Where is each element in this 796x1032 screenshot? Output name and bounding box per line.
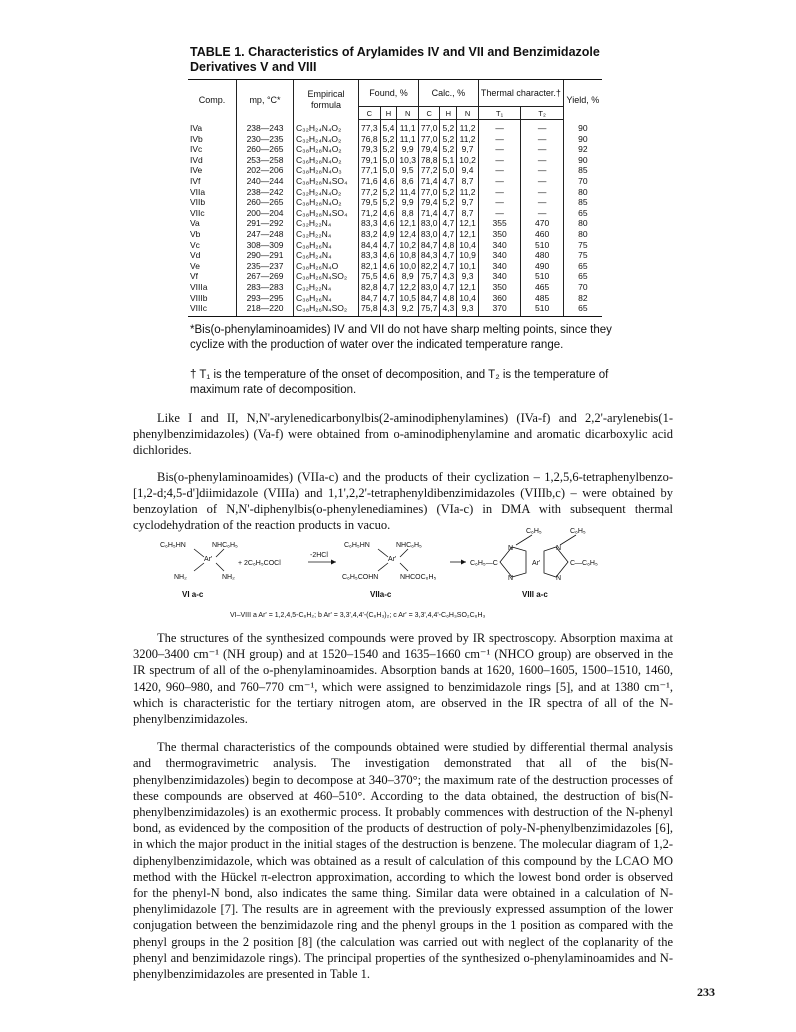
paragraph: The thermal characteristics of the compounds obtained were studied by differential thermal analysis and thermogravimetric analysis. The investigation demonstrated that all of the bis(N-phenylbenzimidazoles) begin to decompose at 340–370°; the maximum rate of the destruction processes of these compounds are observed at 460–510°. According to the data obtained, the destruction of bis(N-phenylbenzimidazoles) is an exothermic process. It probably commences with destruction of the N-phenyl bond, as evidenced by the composition of the products of destruction of poly-N-phenylbenzimidazoles [6], in which the major product in the initial stages of the destruction is benzene. The molecular diagram of 1,2-diphenylbenzimidazole, which was obtained as a result of calculation of this compound by the LCAO MO method with the Hückel π-electron approximation, according to which the lowest bond order is observed for the phenyl-N bond, also indicates the same thing. Similar data were obtained in a calculation of N-phenylimidazole [7]. The results are in agreement with the previously expressed assumption of the lower conjugation between the benzimidazole ring and the phenyl groups in the 1 position as compared with the phenyl groups in the 2 position [8] (the calculation was carried out with neglect of the coplanarity of the phenyl and benzimidazole rings). The principal properties of the synthesized o-phenylaminoamides and N-phenylbenzimidazoles are presented in Table 1. — [133, 740, 673, 982]
characteristics-table — [188, 79, 602, 317]
svg-text:N: N — [508, 575, 514, 582]
table-row — [188, 240, 602, 251]
table-cell: 75 — [563, 250, 602, 261]
table-cell: IVa — [190, 122, 203, 133]
table-cell: 9,3 — [457, 271, 479, 282]
subheader-cell: N — [457, 107, 479, 120]
table-cell: 65 — [563, 271, 602, 282]
page-number: 233 — [697, 985, 715, 999]
table-cell: 84,3 — [418, 250, 440, 261]
table-cell: 70 — [563, 176, 602, 187]
table-cell: 75 — [563, 240, 602, 251]
table-cell: 200—204 — [237, 208, 294, 219]
table-cell: 510 — [521, 240, 564, 251]
table-cell: — — [478, 120, 521, 134]
table-cell: 480 — [521, 250, 564, 261]
table-cell: 4,7 — [440, 282, 457, 293]
table-cell: — — [478, 165, 521, 176]
svg-text:NHC₆H₅: NHC₆H₅ — [212, 542, 238, 549]
table-cell: 10,0 — [397, 261, 419, 272]
table-cell: Va — [190, 218, 200, 229]
table-cell: 267—269 — [237, 271, 294, 282]
table-cell: 510 — [521, 271, 564, 282]
table-cell: 84,4 — [359, 240, 381, 251]
table-cell: C₃₈H₂₆N₄O — [294, 261, 359, 272]
header-yield: Yield, % — [563, 80, 602, 120]
table-cell: 83,0 — [418, 282, 440, 293]
header-found: Found, % — [359, 80, 419, 107]
table-cell: 90 — [563, 134, 602, 145]
table-cell: 12,1 — [397, 218, 419, 229]
table-cell: 75,7 — [418, 271, 440, 282]
table-cell: 4,9 — [380, 229, 397, 240]
svg-text:C₆H₅COHN: C₆H₅COHN — [342, 574, 379, 581]
table-cell: 9,5 — [397, 165, 419, 176]
table-row — [188, 218, 602, 229]
table-cell: VIIa — [190, 186, 206, 197]
table-cell: 360 — [478, 293, 521, 304]
table-cell: 355 — [478, 218, 521, 229]
table-row — [188, 165, 602, 176]
table-cell: Vd — [190, 250, 201, 261]
table-cell: 4,7 — [440, 218, 457, 229]
table-cell: — — [478, 144, 521, 155]
compound-vi-structure — [160, 542, 238, 581]
table-cell: 80 — [563, 187, 602, 198]
table-cell: 77,3 — [359, 120, 381, 134]
table-cell: 83,3 — [359, 250, 381, 261]
table-cell: 260—265 — [237, 144, 294, 155]
svg-text:C—C₆H₅: C—C₆H₅ — [570, 560, 598, 567]
table-cell: C₃₈H₂₆N₄SO₂ — [294, 271, 359, 282]
table-cell: 70 — [563, 282, 602, 293]
table-cell: 11,1 — [397, 134, 419, 145]
table-cell: 4,6 — [380, 250, 397, 261]
table-cell: 11,2 — [457, 120, 479, 134]
table-cell: 12,1 — [457, 218, 479, 229]
table-cell: 5,2 — [440, 187, 457, 198]
table-cell: 291—292 — [237, 218, 294, 229]
table-cell: 71,6 — [359, 176, 381, 187]
table-row — [188, 120, 602, 134]
header-formula: Empirical formula — [294, 80, 359, 120]
table-cell: 77,1 — [359, 165, 381, 176]
table-cell: 260—265 — [237, 197, 294, 208]
table-cell: 78,8 — [418, 155, 440, 166]
table-cell: 85 — [563, 197, 602, 208]
table-cell: 79,4 — [418, 197, 440, 208]
table-cell: — — [521, 165, 564, 176]
subheader-cell: T₁ — [478, 107, 521, 120]
table-cell: C₃₈H₂₆N₄ — [294, 240, 359, 251]
table-cell: 79,4 — [418, 144, 440, 155]
table-cell: Vb — [190, 228, 201, 239]
table-cell: 4,7 — [380, 293, 397, 304]
table-cell: 340 — [478, 240, 521, 251]
table-cell: 4,6 — [380, 208, 397, 219]
table-cell: — — [478, 197, 521, 208]
table-cell: C₃₈H₂₈N₄O₂ — [294, 197, 359, 208]
table-row — [188, 187, 602, 198]
table-cell: 9,9 — [397, 197, 419, 208]
table-cell: 8,9 — [397, 271, 419, 282]
table-cell: C₃₆H₂₄N₄ — [294, 250, 359, 261]
table-cell: 465 — [521, 282, 564, 293]
table-cell: 10,1 — [457, 261, 479, 272]
table-cell: 5,2 — [380, 187, 397, 198]
table-cell: 510 — [521, 303, 564, 316]
header-calc: Calc., % — [418, 80, 478, 107]
table-cell: 82,8 — [359, 282, 381, 293]
table-cell: 4,8 — [440, 240, 457, 251]
table-cell: — — [521, 144, 564, 155]
table-cell: 370 — [478, 303, 521, 316]
table-cell: 10,2 — [397, 240, 419, 251]
svg-text:N: N — [556, 575, 562, 582]
table-cell: 238—243 — [237, 120, 294, 134]
table-cell: 4,7 — [440, 229, 457, 240]
table-cell: 240—244 — [237, 176, 294, 187]
table-cell: 83,3 — [359, 218, 381, 229]
svg-text:NHCOC₆H₅: NHCOC₆H₅ — [400, 574, 437, 581]
table-row — [188, 303, 602, 316]
table-row — [188, 282, 602, 293]
table-cell: 12,2 — [397, 282, 419, 293]
footnote-thermal: † T₁ is the temperature of the onset of decomposition, and T₂ is the temperature of maximum rate of decomposition. — [190, 369, 609, 396]
table-cell: 65 — [563, 261, 602, 272]
table-cell: 238—242 — [237, 187, 294, 198]
arrow-label: -2HCl — [310, 552, 328, 559]
table-cell: 71,4 — [418, 176, 440, 187]
table-caption: TABLE 1. Characteristics of Arylamides IV and VII and Benzimidazole Derivatives V and VIII — [190, 45, 600, 74]
table-cell: 340 — [478, 261, 521, 272]
table-cell: 8,8 — [397, 208, 419, 219]
table-cell: 5,0 — [380, 155, 397, 166]
paragraph: Like I and II, N,N'-arylenedicarbonylbis(2-aminodiphenylamines) (IVa-f) and 2,2'-arylenebis(1-phenylbenzimidazoles) (Va-f) were obtained from o-aminodiphenylamine and aromatic dicarboxylic acid dichlorides. — [133, 411, 673, 458]
svg-text:NH₂: NH₂ — [174, 574, 187, 581]
table-row — [188, 293, 602, 304]
table-cell: 8,7 — [457, 208, 479, 219]
table-cell: 80 — [563, 218, 602, 229]
subheader-cell: C — [359, 107, 381, 120]
svg-text:Ar': Ar' — [388, 556, 397, 563]
table-cell: 202—206 — [237, 165, 294, 176]
table-cell: 5,0 — [380, 165, 397, 176]
table-cell: 235—237 — [237, 261, 294, 272]
svg-text:N: N — [508, 545, 514, 552]
table-cell: 77,0 — [418, 120, 440, 134]
table-cell: 12,1 — [457, 282, 479, 293]
footnote-melting: *Bis(o-phenylaminoamides) IV and VII do not have sharp melting points, since they cyclize with the production of water over the indicated temperature range. — [190, 324, 612, 351]
table-cell: VIIIa — [190, 281, 208, 292]
table-row — [188, 271, 602, 282]
body-text-2 — [133, 630, 673, 982]
table-cell: 253—258 — [237, 155, 294, 166]
table-cell: 79,1 — [359, 155, 381, 166]
table-cell: 83,0 — [418, 218, 440, 229]
paragraph: The structures of the synthesized compounds were proved by IR spectroscopy. Absorption maxima at 3200–3400 cm⁻¹ (NH group) and at 1520–1540 and 1635–1660 cm⁻¹ (NHCO group) are observed in the IR spectrum of all of the o-phenylaminoamides. Absorption bands at 1620, 1600–1605, 1500–1510, 1460, 1420, 960–980, and 760–770 cm⁻¹, which were assigned to benzimidazole rings [5], and at 1380 cm⁻¹, which is characteristic for the tertiary nitrogen atom, are observed in the IR spectra of all of the N-phenylbenzimidazoles. — [133, 631, 673, 727]
header-mp: mp, °C* — [237, 80, 294, 120]
table-cell: 10,4 — [457, 293, 479, 304]
table-cell: 350 — [478, 282, 521, 293]
table-cell: 11,4 — [397, 187, 419, 198]
table-cell: 308—309 — [237, 240, 294, 251]
svg-text:C₆H₅HN: C₆H₅HN — [160, 542, 186, 549]
table-cell: 90 — [563, 120, 602, 134]
table-cell: — — [478, 187, 521, 198]
table-cell: 10,9 — [457, 250, 479, 261]
paragraph: Bis(o-phenylaminoamides) (VIIa-c) and the products of their cyclization – 1,2,5,6-tetraphenylbenzo-[1,2-d;4,5-d']diimidazole (VIIIa) and 1,1',2,2'-tetraphenyldibenzimidazoles (VIIIb,c) – were obtained by benzoylation of N,N'-diphenylbis(o-phenylenediamines) (VIa-c) in DMA with subsequent thermal cyclodehydration of the reaction products in vacuo. — [133, 469, 673, 533]
table-cell: 470 — [521, 218, 564, 229]
table-cell: C₃₆H₂₈N₄O₂ — [294, 155, 359, 166]
table-cell: IVf — [190, 175, 201, 186]
table-cell: 4,3 — [380, 303, 397, 316]
table-cell: 485 — [521, 293, 564, 304]
table-cell: 4,6 — [380, 218, 397, 229]
table-cell: 77,2 — [359, 187, 381, 198]
table-cell: 4,7 — [440, 176, 457, 187]
table-cell: 12,4 — [397, 229, 419, 240]
svg-text:C₆H₅—C: C₆H₅—C — [470, 560, 498, 567]
table-cell: 82,2 — [418, 261, 440, 272]
table-cell: 77,2 — [418, 165, 440, 176]
table-cell: C₃₈H₂₈N₄O₂ — [294, 144, 359, 155]
label-vi: VI a-c — [182, 590, 204, 599]
table-cell: — — [521, 208, 564, 219]
table-cell: — — [521, 155, 564, 166]
table-cell: 9,2 — [397, 303, 419, 316]
table-cell: 9,9 — [397, 144, 419, 155]
table-cell: 10,5 — [397, 293, 419, 304]
table-cell: 290—291 — [237, 250, 294, 261]
table-cell: 83,2 — [359, 229, 381, 240]
svg-text:NH₂: NH₂ — [222, 574, 235, 581]
table-cell: 10,2 — [457, 155, 479, 166]
table-cell: 4,3 — [440, 303, 457, 316]
table-cell: C₃₈H₂₆N₄SO₂ — [294, 303, 359, 316]
table-cell: 71,2 — [359, 208, 381, 219]
table-cell: 4,7 — [440, 261, 457, 272]
table-cell: 10,3 — [397, 155, 419, 166]
table-cell: VIIIb — [190, 292, 208, 303]
table-cell: 71,4 — [418, 208, 440, 219]
table-cell: 65 — [563, 208, 602, 219]
table-cell: — — [478, 155, 521, 166]
table-cell: — — [521, 176, 564, 187]
table-cell: IVe — [190, 165, 203, 176]
table-cell: 79,3 — [359, 144, 381, 155]
table-cell: — — [478, 134, 521, 145]
table-cell: 11,2 — [457, 134, 479, 145]
subheader-cell: H — [440, 107, 457, 120]
table-cell: 293—295 — [237, 293, 294, 304]
table-cell: 4,7 — [380, 240, 397, 251]
table-row — [188, 155, 602, 166]
table-cell: 10,8 — [397, 250, 419, 261]
table-cell: 9,3 — [457, 303, 479, 316]
table-cell: 5,2 — [440, 134, 457, 145]
table-cell: 77,0 — [418, 134, 440, 145]
table-cell: IVd — [190, 154, 203, 165]
svg-text:N: N — [556, 545, 562, 552]
table-cell: 4,3 — [440, 271, 457, 282]
table-cell: Vc — [190, 239, 200, 250]
table-cell: 4,8 — [440, 293, 457, 304]
table-cell: Ve — [190, 260, 200, 271]
reagent-label: + 2C₆H₅COCl — [238, 560, 281, 567]
table-cell: 84,7 — [359, 293, 381, 304]
table-cell: 4,6 — [380, 271, 397, 282]
svg-text:C₆H₅: C₆H₅ — [570, 528, 586, 535]
table-cell: C₃₂H₂₂N₄ — [294, 282, 359, 293]
subheader-cell: N — [397, 107, 419, 120]
table-cell: C₃₂H₂₄N₄O₂ — [294, 134, 359, 145]
subheader-cell: C — [418, 107, 440, 120]
table-cell: — — [478, 208, 521, 219]
header-thermal: Thermal character.† — [478, 80, 563, 107]
table-cell: 4,6 — [380, 261, 397, 272]
body-text-1 — [133, 410, 673, 533]
table-cell: C₃₂H₂₂N₄ — [294, 229, 359, 240]
table-cell: 5,2 — [440, 144, 457, 155]
table-cell: Vf — [190, 271, 199, 282]
table-cell: 283—283 — [237, 282, 294, 293]
table-cell: 82 — [563, 293, 602, 304]
table-cell: 5,2 — [380, 197, 397, 208]
table-cell: 76,8 — [359, 134, 381, 145]
table-cell: 4,7 — [440, 250, 457, 261]
table-cell: 5,1 — [440, 155, 457, 166]
table-cell: 65 — [563, 303, 602, 316]
table-cell: C₃₂H₂₄N₄O₂ — [294, 187, 359, 198]
table-cell: 80 — [563, 229, 602, 240]
table-cell: 75,8 — [359, 303, 381, 316]
reaction-scheme — [160, 525, 630, 625]
table-cell: 12,1 — [457, 229, 479, 240]
table-cell: 4,7 — [440, 208, 457, 219]
table-row — [188, 261, 602, 272]
subheader-cell: H — [380, 107, 397, 120]
svg-text:NHC₆H₅: NHC₆H₅ — [396, 542, 422, 549]
table-cell: — — [521, 134, 564, 145]
table-cell: 75,7 — [418, 303, 440, 316]
table-cell: 230—235 — [237, 134, 294, 145]
table-cell: 4,7 — [380, 282, 397, 293]
table-cell: C₃₈H₂₈N₄O₃ — [294, 165, 359, 176]
table-cell: 8,6 — [397, 176, 419, 187]
scheme-legend: VI–VIII a Ar' = 1,2,4,5-C₆H₂; b Ar' = 3,3',4,4'-(C₆H₃)₂; c Ar' = 3,3',4,4'-C₆H₃SO₂C₆H₃ — [230, 612, 486, 619]
svg-text:Ar': Ar' — [532, 560, 541, 567]
table-cell: 9,4 — [457, 165, 479, 176]
table-cell: 5,2 — [380, 144, 397, 155]
table-cell: — — [478, 176, 521, 187]
table-cell: 83,0 — [418, 229, 440, 240]
table-cell: 82,1 — [359, 261, 381, 272]
table-cell: C₃₈H₂₈N₄SO₄ — [294, 208, 359, 219]
table-cell: C₃₈H₂₈N₄SO₄ — [294, 176, 359, 187]
table-cell: 84,7 — [418, 240, 440, 251]
compound-viii-structure — [470, 528, 598, 582]
table-cell: IVc — [190, 144, 203, 155]
table-cell: C₃₈H₂₆N₄ — [294, 293, 359, 304]
table-cell: C₃₂H₂₄N₄O₂ — [294, 120, 359, 134]
table-row — [188, 197, 602, 208]
table-cell: 5,2 — [380, 134, 397, 145]
table-row — [188, 250, 602, 261]
subheader-cell: T₂ — [521, 107, 564, 120]
table-cell: 5,4 — [380, 120, 397, 134]
header-comp: Comp. — [188, 80, 237, 120]
table-cell: 10,4 — [457, 240, 479, 251]
table-cell: 5,2 — [440, 197, 457, 208]
table-cell: 340 — [478, 271, 521, 282]
svg-text:C₆H₅: C₆H₅ — [526, 528, 542, 535]
table-cell: 5,0 — [440, 165, 457, 176]
table-cell: 90 — [563, 155, 602, 166]
table-cell: 8,7 — [457, 176, 479, 187]
table-cell: IVb — [190, 133, 203, 144]
table-cell: 460 — [521, 229, 564, 240]
label-viii: VIII a-c — [522, 590, 548, 599]
svg-text:C₆H₅HN: C₆H₅HN — [344, 542, 370, 549]
table-cell: 247—248 — [237, 229, 294, 240]
table-row — [188, 134, 602, 145]
table-row — [188, 144, 602, 155]
svg-text:Ar': Ar' — [204, 556, 213, 563]
table-cell: 75,5 — [359, 271, 381, 282]
table-cell: VIIc — [190, 207, 205, 218]
table-cell: 340 — [478, 250, 521, 261]
table-cell: 490 — [521, 261, 564, 272]
table-cell: 11,2 — [457, 187, 479, 198]
table-row — [188, 229, 602, 240]
table-cell: 11,1 — [397, 120, 419, 134]
table-cell: 77,0 — [418, 187, 440, 198]
table-cell: — — [521, 120, 564, 134]
table-cell: C₃₂H₂₂N₄ — [294, 218, 359, 229]
table-cell: VIIb — [190, 197, 206, 208]
table-cell: — — [521, 197, 564, 208]
table-cell: 79,5 — [359, 197, 381, 208]
table-cell: 5,2 — [440, 120, 457, 134]
table-row — [188, 176, 602, 187]
table-cell: 350 — [478, 229, 521, 240]
table-cell: 4,6 — [380, 176, 397, 187]
table-cell: 218—220 — [237, 303, 294, 316]
table-cell: 9,7 — [457, 197, 479, 208]
table-cell: 84,7 — [418, 293, 440, 304]
label-vii: VIIa-c — [370, 590, 392, 599]
table-row — [188, 208, 602, 219]
table-cell: 85 — [563, 165, 602, 176]
table-cell: VIIIc — [188, 303, 237, 316]
compound-vii-structure — [342, 542, 437, 581]
table-cell: 92 — [563, 144, 602, 155]
table-cell: — — [521, 187, 564, 198]
table-cell: 9,7 — [457, 144, 479, 155]
